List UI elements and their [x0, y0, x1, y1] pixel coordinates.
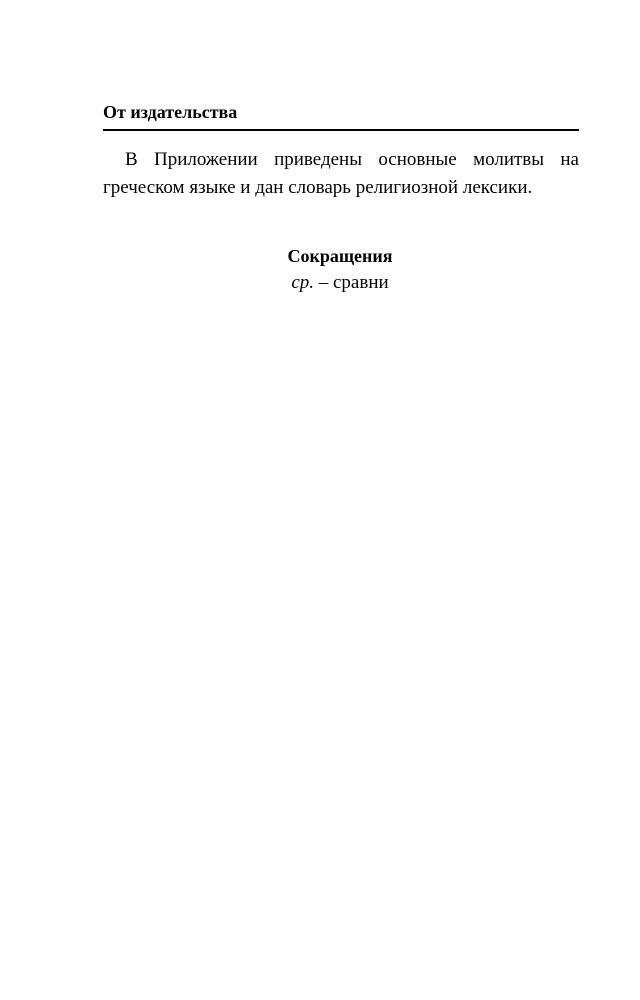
abbreviation-entry	[0, 270, 640, 296]
abbreviation-separator: –	[314, 272, 333, 293]
abbreviation-term: ср.	[291, 272, 314, 293]
abbreviation-meaning: сравни	[333, 272, 389, 293]
abbreviations-heading: Сокращения	[287, 246, 393, 266]
intro-paragraph: В Приложении приведены основные молитвы на греческом языке и дан словарь религиозной лексики.	[103, 149, 579, 198]
section-header	[103, 101, 579, 123]
section-title: От издательства	[103, 102, 238, 122]
header-rule	[103, 129, 579, 131]
abbreviations-block	[0, 244, 640, 296]
